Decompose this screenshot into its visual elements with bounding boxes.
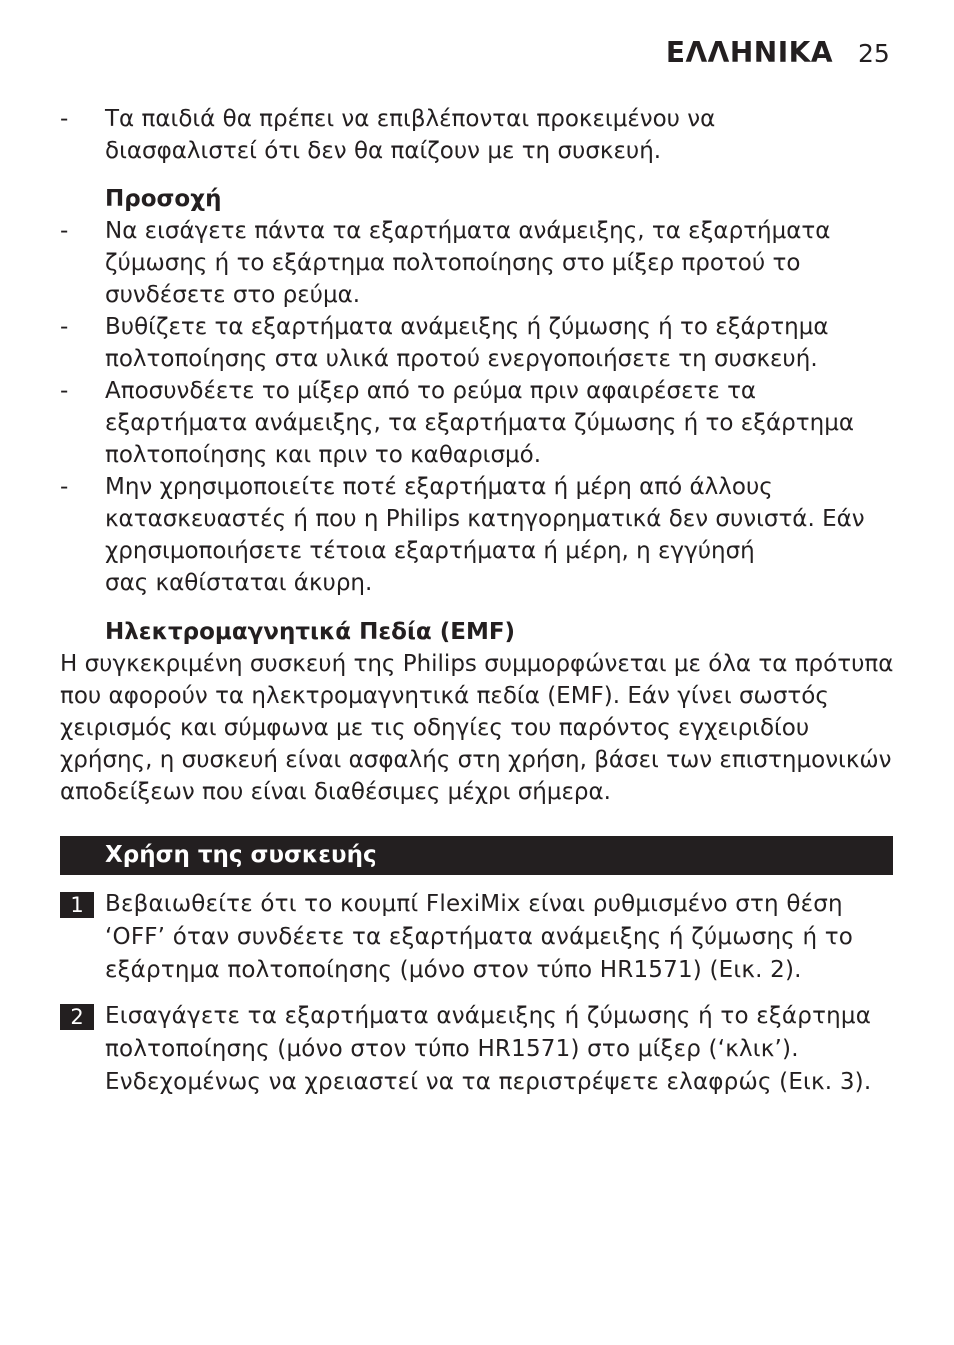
page-number: 25 — [858, 39, 890, 68]
caution-heading: Προσοχή — [105, 186, 222, 212]
bullet-text: Να εισάγετε πάντα τα εξαρτήματα ανάμειξης, τα εξαρτήματα ζύμωσης ή το εξάρτημα πολτοποίησης στο μίξερ προτού το συνδέσετε στο ρεύμα. — [105, 218, 831, 308]
section-title: Χρήση της συσκευής — [105, 842, 377, 868]
bullet-dash: - — [60, 378, 69, 404]
step-text: Βεβαιωθείτε ότι το κουμπί FlexiMix είναι ρυθμισμένο στη θέση ‘OFF’ όταν συνδέετε τα εξαρτήματα ανάμειξης ή ζύμωσης ή το εξάρτημα πολτοποίησης (μόνο στον τύπο HR1571) (Εικ. 2). — [105, 891, 854, 983]
bullet-text: Αποσυνδέετε το μίξερ από το ρεύμα πριν αφαιρέσετε τα εξαρτήματα ανάμειξης, τα εξαρτήματα ζύμωσης ή το εξάρτημα πολτοποίησης και πριν το καθαρισμό. — [105, 378, 855, 468]
section-heading-bar — [60, 836, 893, 875]
bullet-text: Βυθίζετε τα εξαρτήματα ανάμειξης ή ζύμωσης ή το εξάρτημα πολτοποίησης στα υλικά προτού ενεργοποιήσετε τη συσκευή. — [105, 314, 829, 372]
bullet-dash: - — [60, 218, 69, 244]
bullet-dash: - — [60, 474, 69, 500]
emf-heading: Ηλεκτρομαγνητικά Πεδία (EMF) — [105, 619, 516, 645]
bullet-text: Μην χρησιμοποιείτε ποτέ εξαρτήματα ή μέρη από άλλους κατασκευαστές ή που η Philips κατηγορηματικά δεν συνιστά. Εάν χρησιμοποιήσετε τέτοια εξαρτήματα ή μέρη, η εγγύησή σας καθίσταται άκυρη. — [105, 474, 865, 596]
bullet-dash: - — [60, 314, 69, 340]
step-number-badge: 2 — [60, 1004, 94, 1030]
bullet-text: Τα παιδιά θα πρέπει να επιβλέπονται προκειμένου να διασφαλιστεί ότι δεν θα παίζουν με τη συσκευή. — [105, 106, 716, 164]
emf-paragraph: Η συγκεκριμένη συσκευή της Philips συμμορφώνεται με όλα τα πρότυπα που αφορούν τα ηλεκτρομαγνητικά πεδία (EMF). Εάν γίνει σωστός χειρισμός και σύμφωνα με τις οδηγίες του παρόντος εγχειριδίου χρήσης, η συσκευή είναι ασφαλής στη χρήση, βάσει των επιστημονικών αποδείξεων που είναι διαθέσιμες μέχρι σήμερα. — [60, 651, 894, 805]
language-title: ΕΛΛΗΝΙΚΑ — [665, 36, 833, 69]
step-number-badge: 1 — [60, 892, 94, 918]
step-text: Εισαγάγετε τα εξαρτήματα ανάμειξης ή ζύμωσης ή το εξάρτημα πολτοποίησης (μόνο στον τύπο HR1571) στο μίξερ (‘κλικ’). Ενδεχομένως να χρειαστεί να τα περιστρέψετε ελαφρώς (Εικ. 3). — [105, 1003, 872, 1095]
bullet-dash: - — [60, 106, 69, 132]
